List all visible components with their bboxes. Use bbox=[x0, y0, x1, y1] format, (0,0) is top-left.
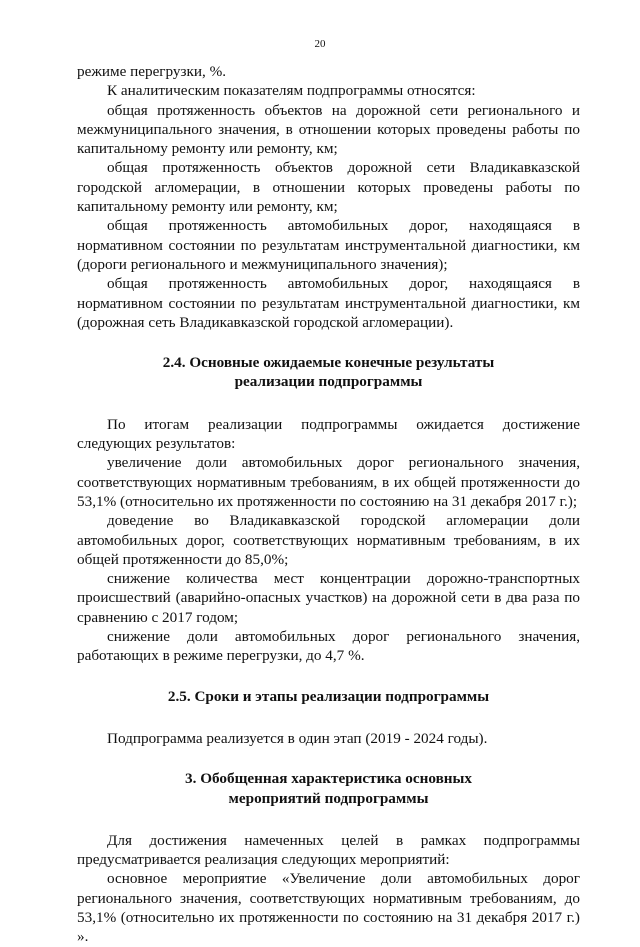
paragraph-result-1: увеличение доли автомобильных дорог регионального значения, соответствующих нормативным требованиям, в их общей протяженности до 53,1% (относительно их протяженности по состоянию на 31 декабря 2017 г.); bbox=[77, 454, 580, 510]
heading-2-4-line2: реализации подпрограммы bbox=[234, 373, 423, 391]
paragraph-analytic-intro: К аналитическим показателям подпрограммы относятся: bbox=[107, 82, 476, 100]
paragraph-analytic-1: общая протяженность объектов на дорожной сети регионального и межмуниципального значения, в отношении которых проведены работы по капитальному ремонту или ремонту, км; bbox=[77, 101, 580, 158]
paragraph-stages: Подпрограмма реализуется в один этап (2019 - 2024 годы). bbox=[107, 729, 488, 747]
paragraph-overload-tail: режиме перегрузки, %. bbox=[77, 63, 227, 80]
paragraph-result-4: снижение доли автомобильных дорог регионального значения, работающих в режиме перегрузки, до 4,7 %. bbox=[77, 628, 580, 665]
paragraph-result-2: доведение во Владикавказской городской агломерации доли автомобильных дорог, соответствующих нормативным требованиям, в их общей протяженности до 85,0%; bbox=[77, 512, 580, 568]
paragraph-results-intro: По итогам реализации подпрограммы ожидается достижение следующих результатов: bbox=[77, 415, 580, 453]
heading-3-line1: 3. Обобщенная характеристика основных bbox=[185, 770, 472, 788]
paragraph-result-3: снижение количества мест концентрации дорожно-транспортных происшествий (аварийно-опасных участков) на дорожной сети в два раза по сравнению с 2017 годом; bbox=[77, 570, 580, 626]
heading-2-5-text: 2.5. Сроки и этапы реализации подпрограммы bbox=[167, 687, 490, 705]
heading-2-4-line1: 2.4. Основные ожидаемые конечные результаты bbox=[162, 354, 495, 372]
section-heading-3 bbox=[77, 769, 580, 808]
paragraph-analytic-2: общая протяженность объектов дорожной сети Владикавказской городской агломерации, в отношении которых проведены работы по капитальному ремонту или ремонту, км; bbox=[77, 159, 580, 216]
paragraph-measures-intro: Для достижения намеченных целей в рамках подпрограммы предусматривается реализация следующих мероприятий: bbox=[77, 831, 580, 869]
section-heading-2-4 bbox=[77, 353, 580, 392]
page-number: 20 bbox=[314, 38, 326, 50]
heading-3-line2: мероприятий подпрограммы bbox=[228, 789, 429, 807]
section-heading-2-5 bbox=[77, 687, 580, 706]
paragraph-main-measure: основное мероприятие «Увеличение доли автомобильных дорог регионального значения, соответствующих нормативным требованиям, до 53,1% (относительно их протяженности по состоянию на 31 декабря 2017 г.) ». bbox=[77, 870, 580, 946]
document-body bbox=[77, 62, 580, 947]
paragraph-analytic-3: общая протяженность автомобильных дорог, находящаяся в нормативном состоянии по результатам инструментальной диагностики, км (дороги регионального и межмуниципального значения); bbox=[77, 217, 580, 273]
paragraph-analytic-4: общая протяженность автомобильных дорог, находящаяся в нормативном состоянии по результатам инструментальной диагностики, км (дорожная сеть Владикавказской городской агломерации). bbox=[77, 275, 580, 331]
